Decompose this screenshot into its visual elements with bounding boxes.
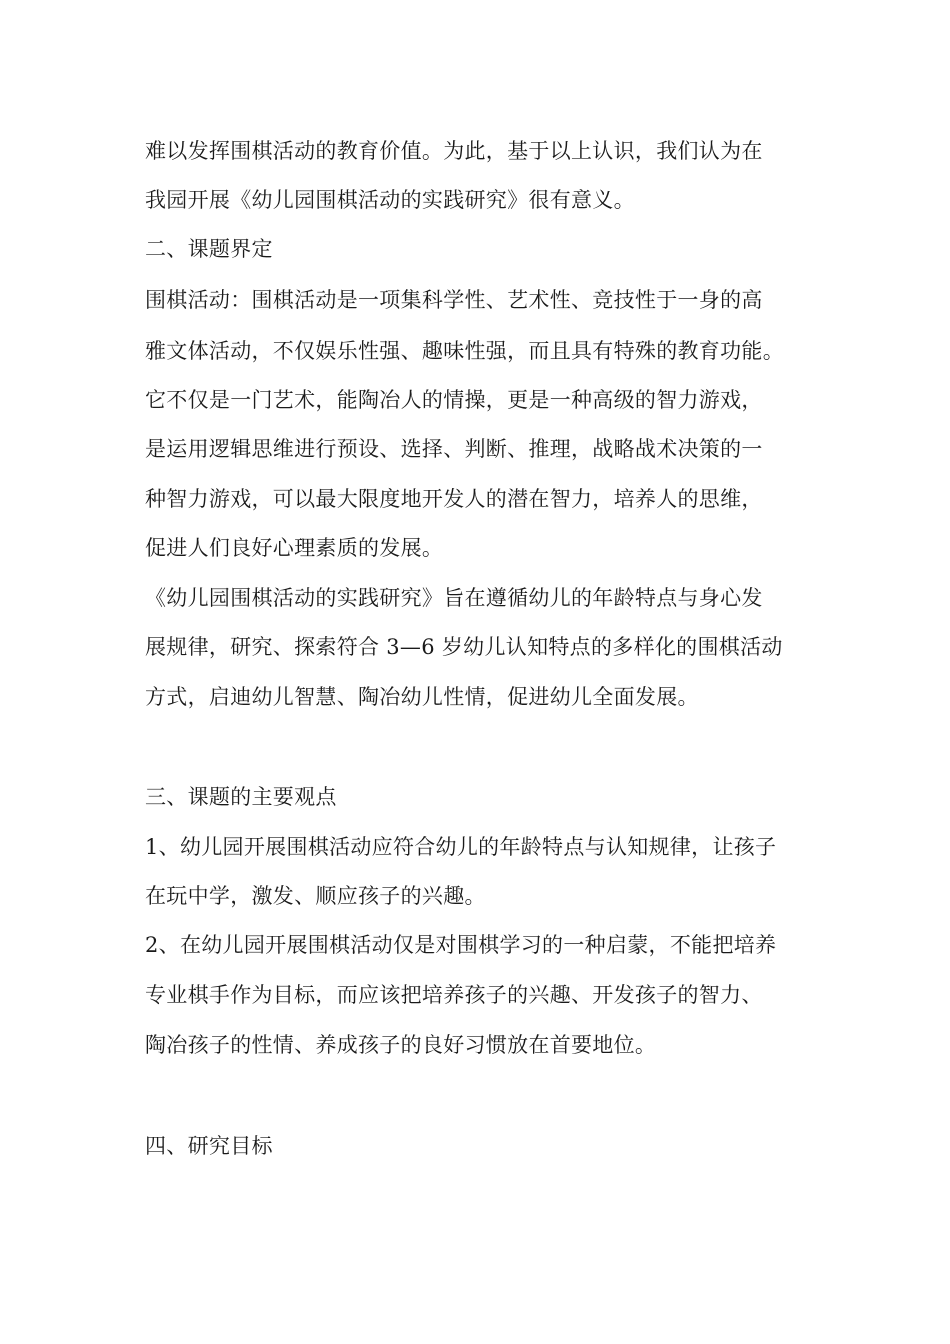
body-text-line: 专业棋手作为目标，而应该把培养孩子的兴趣、开发孩子的智力、 <box>145 983 763 1007</box>
section-heading: 二、课题界定 <box>145 237 273 261</box>
body-text-line: 展规律，研究、探索符合 3—6 岁幼儿认知特点的多样化的围棋活动 <box>145 635 783 659</box>
body-text-line: 雅文体活动，不仅娱乐性强、趣味性强，而且具有特殊的教育功能。 <box>145 339 784 363</box>
body-text-line: 在玩中学，激发、顺应孩子的兴趣。 <box>145 884 486 908</box>
section-heading: 四、研究目标 <box>145 1134 273 1158</box>
body-text-line: 1、幼儿园开展围棋活动应符合幼儿的年龄特点与认知规律，让孩子 <box>145 835 777 859</box>
body-text-line: 方式，启迪幼儿智慧、陶冶幼儿性情，促进幼儿全面发展。 <box>145 685 699 709</box>
body-text-line: 种智力游戏，可以最大限度地开发人的潜在智力，培养人的思维， <box>145 487 763 511</box>
body-text-line: 《幼儿园围棋活动的实践研究》旨在遵循幼儿的年龄特点与身心发 <box>145 586 763 610</box>
body-text-line: 是运用逻辑思维进行预设、选择、判断、推理，战略战术决策的一 <box>145 437 763 461</box>
body-text-line: 难以发挥围棋活动的教育价值。为此，基于以上认识，我们认为在 <box>145 139 763 163</box>
body-text-line: 我园开展《幼儿园围棋活动的实践研究》很有意义。 <box>145 188 635 212</box>
body-text-line: 围棋活动：围棋活动是一项集科学性、艺术性、竞技性于一身的高 <box>145 288 763 312</box>
body-text-line: 2、在幼儿园开展围棋活动仅是对围棋学习的一种启蒙，不能把培养 <box>145 933 777 957</box>
body-text-line: 促进人们良好心理素质的发展。 <box>145 536 444 560</box>
body-text-line: 陶冶孩子的性情、养成孩子的良好习惯放在首要地位。 <box>145 1033 657 1057</box>
body-text-line: 它不仅是一门艺术，能陶冶人的情操，更是一种高级的智力游戏， <box>145 388 763 412</box>
section-heading: 三、课题的主要观点 <box>145 785 337 809</box>
